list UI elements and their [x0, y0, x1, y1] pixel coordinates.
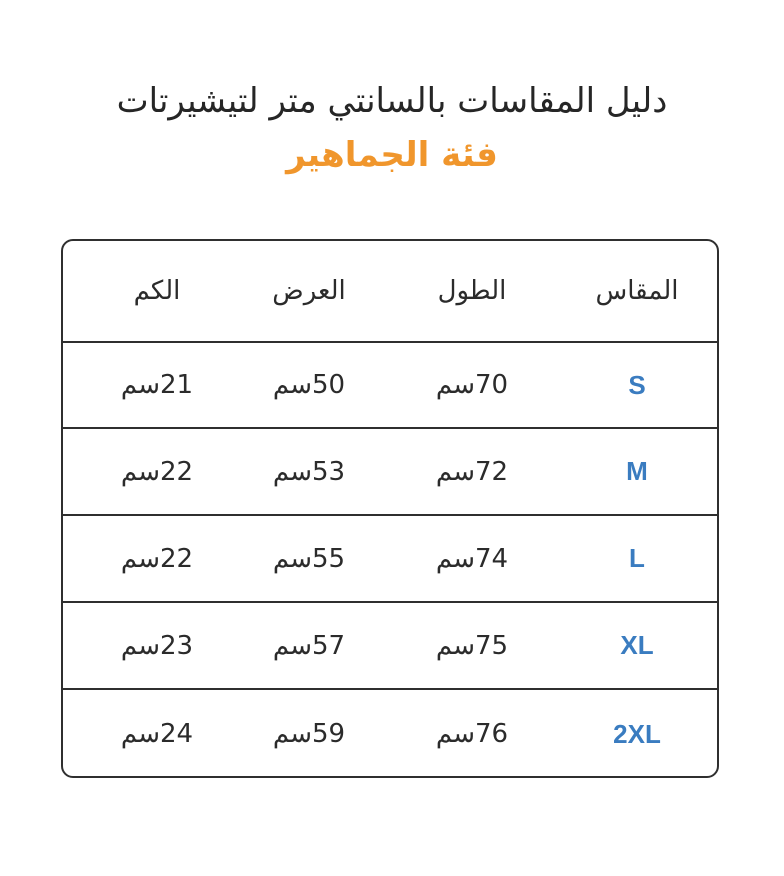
length-value: 76سم — [435, 719, 509, 749]
size-label: 2XL — [613, 718, 661, 749]
table-row — [63, 603, 717, 690]
length-value: 72سم — [435, 456, 509, 487]
width-value: 55سم — [272, 543, 346, 574]
width-value: 53سم — [272, 456, 346, 487]
sleeve-value: 21سم — [120, 370, 194, 400]
table-row — [63, 429, 717, 516]
header-length: الطول — [437, 276, 507, 306]
table-row — [63, 516, 717, 603]
table-row — [63, 343, 717, 429]
size-chart-table — [61, 239, 719, 778]
header-size: المقاس — [595, 276, 679, 306]
size-label: M — [626, 456, 648, 486]
header-width: العرض — [272, 276, 346, 306]
header-sleeve: الكم — [133, 276, 181, 306]
table-header-row — [63, 241, 717, 343]
sleeve-value: 23سم — [120, 630, 194, 661]
width-value: 57سم — [272, 630, 346, 661]
page-title: دليل المقاسات بالسانتي متر لتيشيرتات — [116, 81, 668, 121]
table-row — [63, 690, 717, 778]
size-label: S — [628, 369, 646, 400]
sleeve-value: 24سم — [120, 719, 194, 749]
sleeve-value: 22سم — [120, 543, 194, 574]
length-value: 70سم — [435, 370, 509, 400]
sleeve-value: 22سم — [120, 456, 194, 487]
width-value: 59سم — [272, 719, 346, 749]
length-value: 74سم — [435, 543, 509, 574]
size-label: L — [629, 543, 645, 573]
length-value: 75سم — [435, 630, 509, 661]
size-label: XL — [620, 630, 654, 660]
width-value: 50سم — [272, 370, 346, 400]
page-subtitle: فئة الجماهير — [286, 135, 498, 175]
